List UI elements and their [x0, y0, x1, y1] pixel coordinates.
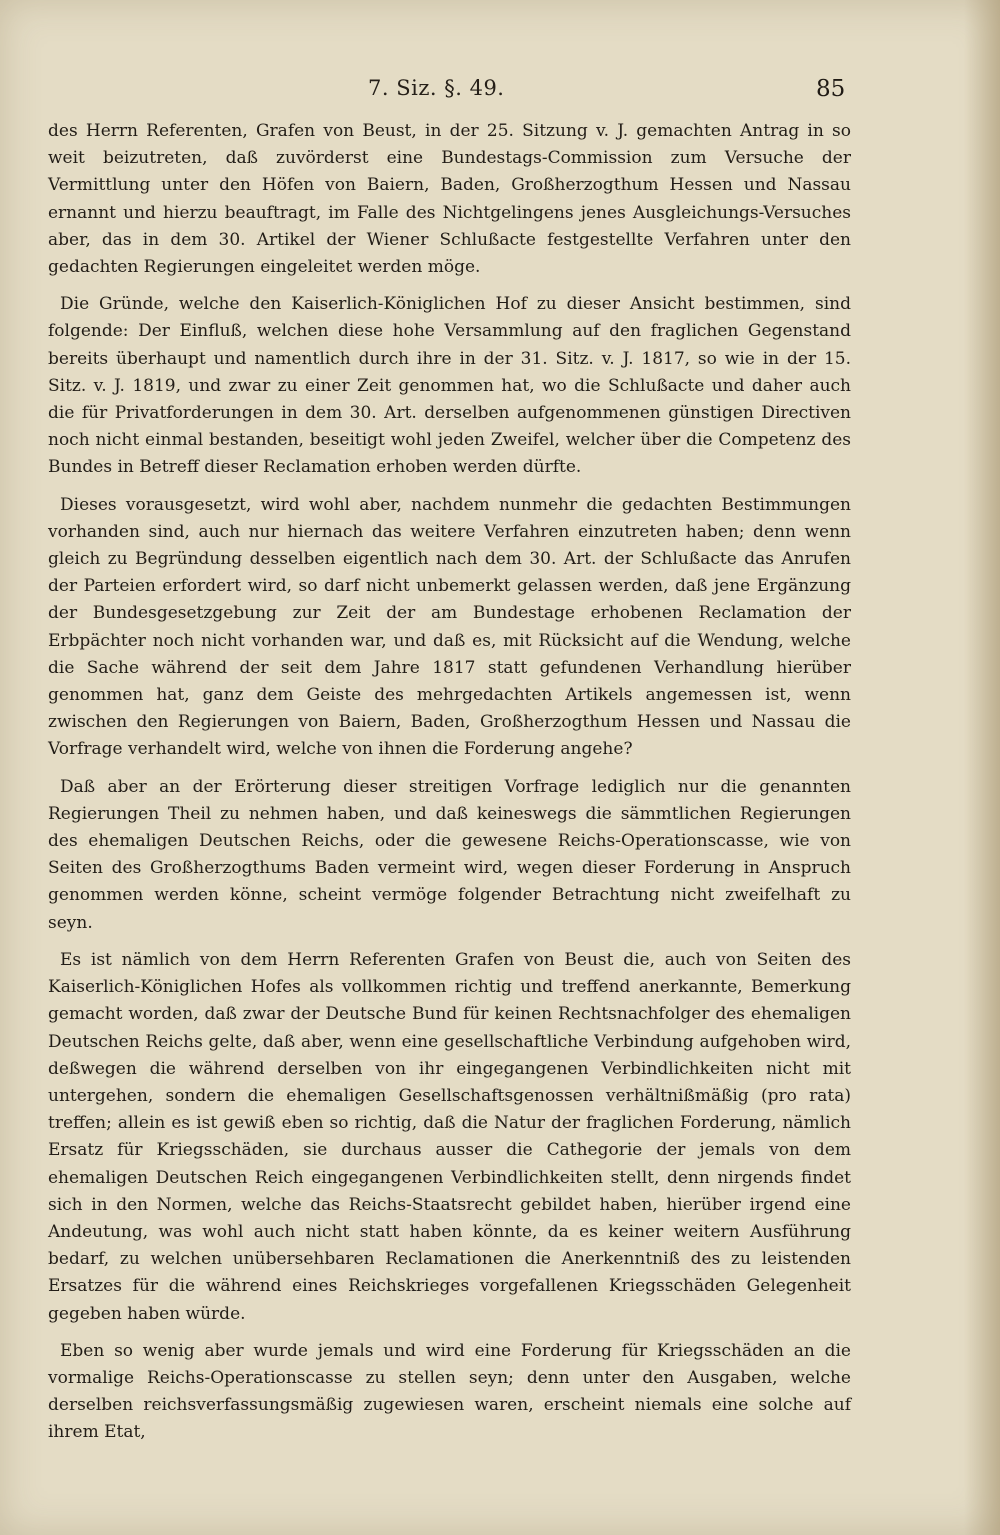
- page-number: 85: [816, 76, 846, 102]
- paragraph: Es ist nämlich von dem Herrn Referenten Grafen von Beust die, auch von Seiten des Kaiserlich-Königlichen Hofes als vollkommen richtig und treffend anerkannte, Bemerkung gemacht worden, daß zwar der Deutsche Bund für keinen Rechtsnachfolger des ehemaligen Deutschen Reichs gelte, daß aber, wenn eine gesellschaftliche Verbindung aufgehoben wird, deßwegen die während derselben von ihr eingegangenen Verbindlichkeiten nicht mit untergehen, sondern die ehemaligen Gesellschaftsgenossen verhältnißmäßig (pro rata) treffen; allein es ist gewiß eben so richtig, daß die Natur der fraglichen Forderung, nämlich Ersatz für Kriegsschäden, sie durchaus ausser die Cathegorie der jemals von dem ehemaligen Deutschen Reich eingegangenen Verbindlichkeiten stellt, denn nirgends findet sich in den Normen, welche das Reichs-Staatsrecht gebildet haben, hierüber irgend eine Andeutung, was wohl auch nicht statt haben könnte, da es keiner weitern Ausführung bedarf, zu welchen unübersehbaren Reclamationen die Anerkenntniß des zu leistenden Ersatzes für die während eines Reichskrieges vorgefallenen Kriegsschäden Gelegenheit gegeben haben würde.: [48, 949, 851, 1324]
- paragraph: Eben so wenig aber wurde jemals und wird eine Forderung für Kriegsschäden an die vormalige Reichs-Operationscasse zu stellen seyn; denn unter den Ausgaben, welche derselben reichsverfassungsmäßig zugewiesen waren, erscheint niemals eine solche auf ihrem Etat,: [48, 1340, 851, 1443]
- page-edge-shadow: [964, 0, 1000, 1535]
- page-header: [0, 76, 1000, 116]
- paragraph: Dieses vorausgesetzt, wird wohl aber, nachdem nunmehr die gedachten Bestimmungen vorhanden sind, auch nur hiernach das weitere Verfahren einzutreten haben; denn wenn gleich zu Begründung desselben eigentlich nach dem 30. Art. der Schlußacte das Anrufen der Parteien erfordert wird, so darf nicht unbemerkt gelassen werden, daß jene Ergänzung der Bundesgesetzgebung zur Zeit der am Bundestage erhobenen Reclamation der Erbpächter noch nicht vorhanden war, und daß es, mit Rücksicht auf die Wendung, welche die Sache während der seit dem Jahre 1817 statt gefundenen Verhandlung hierüber genommen hat, ganz dem Geiste des mehrgedachten Artikels angemessen ist, wenn zwischen den Regierungen von Baiern, Baden, Großherzogthum Hessen und Nassau die Vorfrage verhandelt wird, welche von ihnen die Forderung angehe?: [48, 494, 851, 760]
- body-text: [48, 118, 851, 1457]
- paragraph-continuation: des Herrn Referenten, Grafen von Beust, in der 25. Sitzung v. J. gemachten Antrag in so weit beizutreten, daß zuvörderst eine Bundestags-Commission zum Versuche der Vermittlung unter den Höfen von Baiern, Baden, Großherzogthum Hessen und Nassau ernannt und hierzu beauftragt, im Falle des Nichtgelingens jenes Ausgleichungs-Versuches aber, das in dem 30. Artikel der Wiener Schlußacte festgestellte Verfahren unter den gedachten Regierungen eingeleitet werden möge.: [48, 121, 851, 278]
- paragraph: Daß aber an der Erörterung dieser streitigen Vorfrage lediglich nur die genannten Regierungen Theil zu nehmen haben, und daß keineswegs die sämmtlichen Regierungen des ehemaligen Deutschen Reichs, oder die gewesene Reichs-Operationscasse, wie von Seiten des Großherzogthums Baden vermeint wird, wegen dieser Forderung in Anspruch genommen werden könne, scheint vermöge folgender Betrachtung nicht zweifelhaft zu seyn.: [48, 776, 851, 933]
- paragraph: Die Gründe, welche den Kaiserlich-Königlichen Hof zu dieser Ansicht bestimmen, sind folgende: Der Einfluß, welchen diese hohe Versammlung auf den fraglichen Gegenstand bereits überhaupt und namentlich durch ihre in der 31. Sitz. v. J. 1817, so wie in der 15. Sitz. v. J. 1819, und zwar zu einer Zeit genommen hat, wo die Schlußacte und daher auch die für Privatforderungen in dem 30. Art. derselben aufgenommenen günstigen Directiven noch nicht einmal bestanden, beseitigt wohl jeden Zweifel, welcher über die Competenz des Bundes in Betreff dieser Reclamation erhoben werden dürfte.: [48, 294, 851, 478]
- running-head: 7. Siz. §. 49.: [368, 76, 505, 100]
